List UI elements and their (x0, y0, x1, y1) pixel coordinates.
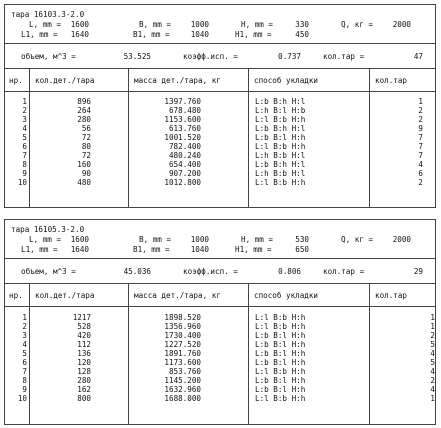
pallet-header-2 (5, 220, 435, 258)
value-Q: 2000 (392, 20, 411, 29)
label-L1: L1, mm = (21, 30, 58, 39)
cell-stacking: L:b B:h H:l (255, 124, 306, 133)
cell-stacking: L:b B:l H:h (255, 358, 306, 367)
cell-stacking: L:b B:h H:l (255, 97, 306, 106)
cell-pallet-count: 4 (430, 349, 435, 358)
cell-parts-count: 56 (81, 124, 91, 133)
cell-parts-mass: 1153.600 (164, 115, 201, 124)
cell-stacking: L:b B:l H:h (255, 385, 306, 394)
table-row (5, 385, 435, 394)
table-row (5, 97, 435, 106)
value-B: 1000 (190, 20, 209, 29)
cell-pallet-count: 5 (430, 358, 435, 367)
cell-parts-mass: 1227.520 (164, 340, 201, 349)
value-B1: 1040 (190, 245, 209, 254)
cell-pallet-count: 4 (430, 385, 435, 394)
cell-parts-mass: 1632.960 (164, 385, 201, 394)
cell-parts-count: 280 (77, 376, 91, 385)
label-H: H, mm = (241, 235, 274, 244)
cell-pallet-count: 7 (418, 151, 423, 160)
cell-stacking: L:l B:b H:h (255, 322, 306, 331)
table-row (5, 115, 435, 124)
cell-parts-mass: 1688.000 (164, 394, 201, 403)
cell-parts-mass: 1001.520 (164, 133, 201, 142)
pallet-table-1 (4, 4, 436, 208)
table-row (5, 313, 435, 322)
table-row (5, 376, 435, 385)
cell-parts-mass: 853.760 (168, 367, 201, 376)
label-volume: объем, м^3 = (21, 267, 76, 276)
cell-parts-count: 72 (81, 151, 91, 160)
cell-parts-mass: 678.480 (168, 106, 201, 115)
cell-parts-count: 80 (81, 142, 91, 151)
cell-number: 7 (22, 367, 27, 376)
value-H1: 450 (295, 30, 309, 39)
cell-pallet-count: 7 (418, 142, 423, 151)
cell-number: 9 (22, 385, 27, 394)
cell-stacking: L:h B:l H:b (255, 106, 306, 115)
cell-number: 4 (22, 340, 27, 349)
cell-pallet-count: 4 (418, 160, 423, 169)
table-row (5, 322, 435, 331)
cell-number: 7 (22, 151, 27, 160)
value-B: 1000 (190, 235, 209, 244)
divider (5, 306, 435, 307)
cell-parts-mass: 613.760 (168, 124, 201, 133)
header-parts-mass: масса дет./тара, кг (134, 76, 221, 85)
value-H: 330 (295, 20, 309, 29)
cell-number: 5 (22, 349, 27, 358)
label-B1: B1, mm = (133, 245, 170, 254)
cell-parts-mass: 1730.400 (164, 331, 201, 340)
cell-parts-count: 90 (81, 169, 91, 178)
cell-stacking: L:l B:b H:h (255, 367, 306, 376)
cell-number: 1 (22, 97, 27, 106)
cell-number: 8 (22, 376, 27, 385)
cell-parts-count: 420 (77, 331, 91, 340)
table-row (5, 133, 435, 142)
label-B1: B1, mm = (133, 30, 170, 39)
table-row (5, 340, 435, 349)
header-number: нр. (9, 76, 23, 85)
cell-pallet-count: 2 (430, 376, 435, 385)
header-pallet-count: кол.тар (375, 291, 408, 300)
cell-pallet-count: 9 (418, 124, 423, 133)
cell-pallet-count: 2 (418, 178, 423, 187)
cell-stacking: L:l B:b H:h (255, 178, 306, 187)
label-L: L, mm = (29, 20, 62, 29)
label-coef: коэфф.исп. = (183, 267, 238, 276)
cell-parts-count: 280 (77, 115, 91, 124)
header-stacking-method: способ укладки (254, 291, 319, 300)
table-header-row (5, 69, 435, 91)
cell-parts-count: 800 (77, 394, 91, 403)
pallet-table-2 (4, 219, 436, 425)
value-count: 47 (413, 52, 423, 61)
cell-stacking: L:b B:l H:h (255, 331, 306, 340)
divider (5, 91, 435, 92)
pallet-summary-1 (5, 44, 435, 68)
cell-stacking: L:b B:h H:l (255, 160, 306, 169)
cell-pallet-count: 6 (418, 169, 423, 178)
pallet-title: тара 16103.3-2.0 (11, 10, 85, 19)
table-row (5, 394, 435, 403)
cell-parts-mass: 654.400 (168, 160, 201, 169)
table-row (5, 169, 435, 178)
table-row (5, 124, 435, 133)
table-row (5, 178, 435, 187)
cell-parts-count: 128 (77, 367, 91, 376)
pallet-title: тара 16105.3-2.0 (11, 225, 85, 234)
cell-parts-count: 112 (77, 340, 91, 349)
cell-stacking: L:l B:b H:h (255, 313, 306, 322)
cell-parts-mass: 480.240 (168, 151, 201, 160)
label-Q: Q, кг = (341, 20, 374, 29)
cell-pallet-count: 5 (430, 340, 435, 349)
table-row (5, 331, 435, 340)
label-B: B, mm = (139, 20, 172, 29)
cell-pallet-count: 1 (430, 313, 435, 322)
cell-parts-count: 480 (77, 178, 91, 187)
cell-number: 1 (22, 313, 27, 322)
table-row (5, 367, 435, 376)
cell-number: 3 (22, 115, 27, 124)
cell-number: 4 (22, 124, 27, 133)
cell-parts-count: 120 (77, 358, 91, 367)
cell-number: 10 (17, 394, 27, 403)
cell-number: 6 (22, 142, 27, 151)
cell-stacking: L:b B:l H:h (255, 340, 306, 349)
value-L1: 1640 (70, 245, 89, 254)
cell-stacking: L:b B:l H:h (255, 376, 306, 385)
cell-parts-mass: 1891.760 (164, 349, 201, 358)
header-parts-count: кол.дет./тара (35, 291, 95, 300)
value-volume: 53.525 (123, 52, 151, 61)
cell-parts-count: 528 (77, 322, 91, 331)
value-L1: 1640 (70, 30, 89, 39)
cell-pallet-count: 1 (430, 322, 435, 331)
label-count: кол.тар = (323, 52, 365, 61)
table-row (5, 358, 435, 367)
label-L: L, mm = (29, 235, 62, 244)
header-parts-mass: масса дет./тара, кг (134, 291, 221, 300)
table-row (5, 160, 435, 169)
cell-pallet-count: 1 (418, 97, 423, 106)
label-coef: коэфф.исп. = (183, 52, 238, 61)
header-parts-count: кол.дет./тара (35, 76, 95, 85)
cell-pallet-count: 1 (430, 394, 435, 403)
table-row (5, 142, 435, 151)
cell-parts-count: 264 (77, 106, 91, 115)
cell-stacking: L:h B:b H:l (255, 169, 306, 178)
value-L: 1600 (70, 235, 89, 244)
cell-parts-count: 896 (77, 97, 91, 106)
cell-parts-mass: 1397.760 (164, 97, 201, 106)
value-count: 29 (413, 267, 423, 276)
value-volume: 45.036 (123, 267, 151, 276)
cell-pallet-count: 7 (418, 133, 423, 142)
cell-number: 3 (22, 331, 27, 340)
label-H1: H1, mm = (235, 245, 272, 254)
pallet-header-1 (5, 5, 435, 43)
cell-stacking: L:h B:b H:l (255, 151, 306, 160)
cell-parts-count: 162 (77, 385, 91, 394)
label-B: B, mm = (139, 235, 172, 244)
label-volume: объем, м^3 = (21, 52, 76, 61)
table-row (5, 151, 435, 160)
cell-stacking: L:l B:b H:h (255, 115, 306, 124)
cell-pallet-count: 4 (430, 367, 435, 376)
cell-parts-mass: 782.400 (168, 142, 201, 151)
table-row (5, 106, 435, 115)
label-Q: Q, кг = (341, 235, 374, 244)
cell-parts-mass: 1145.200 (164, 376, 201, 385)
cell-pallet-count: 2 (430, 331, 435, 340)
label-count: кол.тар = (323, 267, 365, 276)
cell-number: 6 (22, 358, 27, 367)
cell-parts-count: 136 (77, 349, 91, 358)
table-row (5, 349, 435, 358)
cell-number: 2 (22, 322, 27, 331)
cell-number: 8 (22, 160, 27, 169)
cell-stacking: L:b B:l H:h (255, 349, 306, 358)
cell-number: 2 (22, 106, 27, 115)
value-L: 1600 (70, 20, 89, 29)
header-pallet-count: кол.тар (375, 76, 408, 85)
cell-stacking: L:l B:b H:h (255, 394, 306, 403)
label-H1: H1, mm = (235, 30, 272, 39)
value-Q: 2000 (392, 235, 411, 244)
cell-stacking: L:l B:b H:h (255, 142, 306, 151)
table-header-row (5, 284, 435, 306)
value-coef: 0.806 (278, 267, 301, 276)
header-number: нр. (9, 291, 23, 300)
cell-number: 9 (22, 169, 27, 178)
cell-parts-count: 160 (77, 160, 91, 169)
cell-pallet-count: 2 (418, 106, 423, 115)
cell-parts-mass: 907.200 (168, 169, 201, 178)
cell-parts-mass: 1356.960 (164, 322, 201, 331)
value-B1: 1040 (190, 30, 209, 39)
header-stacking-method: способ укладки (254, 76, 319, 85)
value-H: 530 (295, 235, 309, 244)
label-L1: L1, mm = (21, 245, 58, 254)
value-H1: 650 (295, 245, 309, 254)
cell-parts-mass: 1173.600 (164, 358, 201, 367)
cell-stacking: L:b B:l H:h (255, 133, 306, 142)
cell-number: 5 (22, 133, 27, 142)
value-coef: 0.737 (278, 52, 301, 61)
cell-parts-count: 72 (81, 133, 91, 142)
cell-parts-mass: 1012.800 (164, 178, 201, 187)
cell-number: 10 (17, 178, 27, 187)
cell-pallet-count: 2 (418, 115, 423, 124)
pallet-summary-2 (5, 259, 435, 283)
label-H: H, mm = (241, 20, 274, 29)
cell-parts-count: 1217 (72, 313, 91, 322)
cell-parts-mass: 1898.520 (164, 313, 201, 322)
